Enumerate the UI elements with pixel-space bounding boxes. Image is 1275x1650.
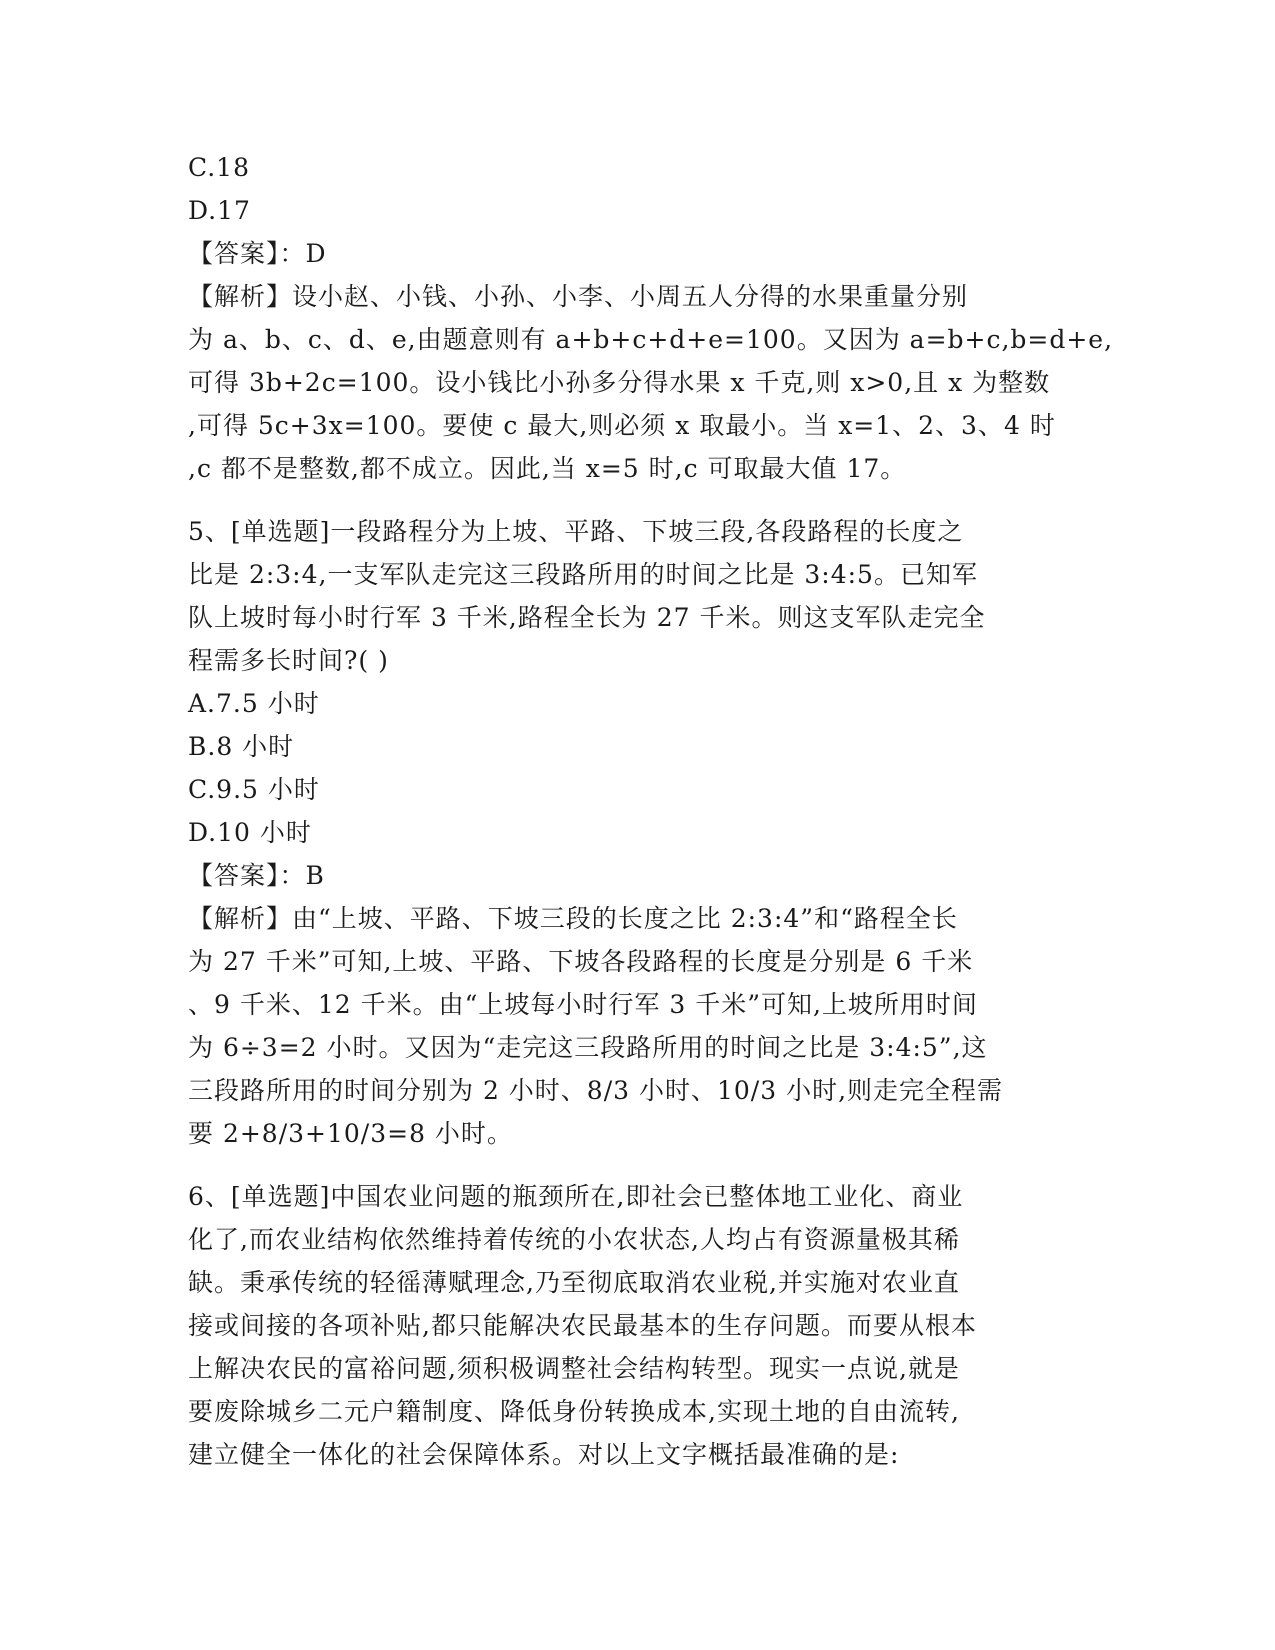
question-stem	[188, 510, 1088, 682]
analysis-line: 为 27 千米”可知,上坡、平路、下坡各段路程的长度是分别是 6 千米	[188, 947, 974, 976]
question-line: 建立健全一体化的社会保障体系。对以上文字概括最准确的是:	[188, 1440, 900, 1469]
analysis-line: ,可得 5c+3x=100。要使 c 最大,则必须 x 取最小。当 x=1、2、3、4 时	[188, 411, 1056, 440]
analysis-line: 要 2+8/3+10/3=8 小时。	[188, 1119, 513, 1148]
analysis-paragraph	[188, 897, 1088, 1155]
answer-line: 【答案】：B	[188, 861, 325, 890]
question-4-block	[188, 146, 1114, 490]
spacer	[188, 490, 1088, 510]
question-line: 队上坡时每小时行军 3 千米,路程全长为 27 千米。则这支军队走完全	[188, 603, 986, 632]
option-c: C.18	[188, 153, 250, 182]
analysis-line: 为 a、b、c、d、e,由题意则有 a+b+c+d+e=100。又因为 a=b+c,b=d+e,	[188, 325, 1114, 354]
option-d: D.10 小时	[188, 818, 312, 847]
question-line: 接或间接的各项补贴,都只能解决农民最基本的生存问题。而要从根本	[188, 1311, 977, 1340]
question-line: 6、[单选题]中国农业问题的瓶颈所在,即社会已整体地工业化、商业	[188, 1182, 964, 1211]
analysis-line: 【解析】由“上坡、平路、下坡三段的长度之比 2:3:4”和“路程全长	[188, 904, 958, 933]
question-line: 比是 2:3:4,一支军队走完这三段路所用的时间之比是 3:4:5。已知军	[188, 560, 978, 589]
question-line: 缺。秉承传统的轻徭薄赋理念,乃至彻底取消农业税,并实施对农业直	[188, 1268, 960, 1297]
question-line: 上解决农民的富裕问题,须积极调整社会结构转型。现实一点说,就是	[188, 1354, 960, 1383]
analysis-line: 三段路所用的时间分别为 2 小时、8/3 小时、10/3 小时,则走完全程需	[188, 1076, 1004, 1105]
analysis-line: 为 6÷3=2 小时。又因为“走完这三段路所用的时间之比是 3:4:5”,这	[188, 1033, 988, 1062]
document-page	[188, 146, 1114, 1476]
analysis-line: 可得 3b+2c=100。设小钱比小孙多分得水果 x 千克,则 x>0,且 x 为整数	[188, 368, 1051, 397]
question-line: 化了,而农业结构依然维持着传统的小农状态,人均占有资源量极其稀	[188, 1225, 960, 1254]
question-line: 程需多长时间?( )	[188, 646, 389, 675]
option-b: B.8 小时	[188, 732, 295, 761]
question-5-block	[188, 510, 1088, 1155]
question-6-block	[188, 1175, 1088, 1476]
option-c: C.9.5 小时	[188, 775, 320, 804]
option-a: A.7.5 小时	[188, 689, 320, 718]
analysis-paragraph	[188, 275, 1114, 490]
question-stem	[188, 1175, 1088, 1476]
analysis-line: ,c 都不是整数,都不成立。因此,当 x=5 时,c 可取最大值 17。	[188, 454, 907, 483]
option-d: D.17	[188, 196, 251, 225]
analysis-line: 【解析】设小赵、小钱、小孙、小李、小周五人分得的水果重量分别	[188, 282, 969, 311]
spacer	[188, 1155, 1088, 1175]
analysis-line: 、9 千米、12 千米。由“上坡每小时行军 3 千米”可知,上坡所用时间	[188, 990, 978, 1019]
answer-line: 【答案】：D	[188, 239, 327, 268]
question-line: 5、[单选题]一段路程分为上坡、平路、下坡三段,各段路程的长度之	[188, 517, 964, 546]
question-line: 要废除城乡二元户籍制度、降低身份转换成本,实现土地的自由流转,	[188, 1397, 960, 1426]
